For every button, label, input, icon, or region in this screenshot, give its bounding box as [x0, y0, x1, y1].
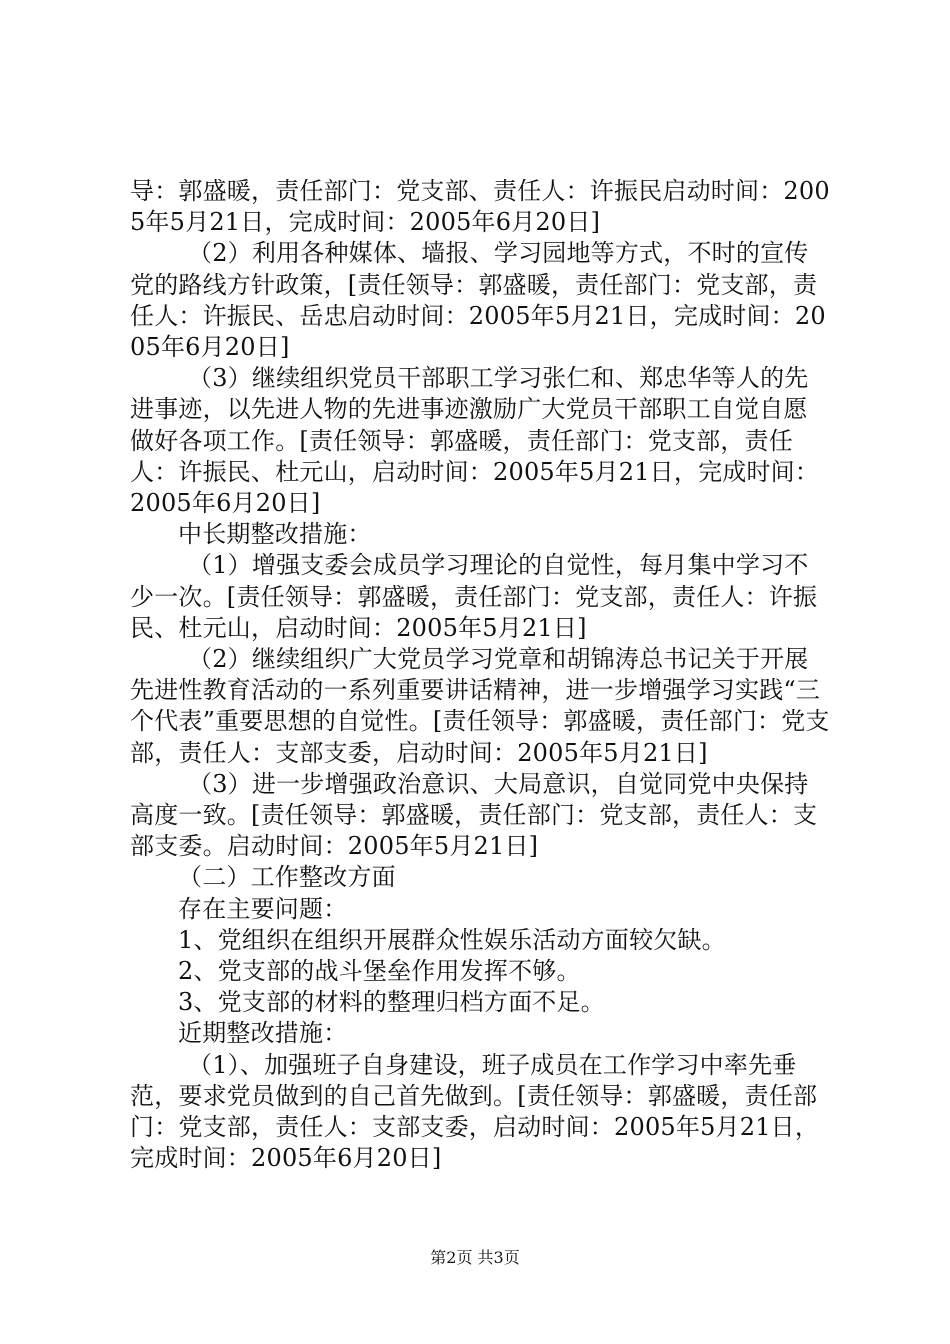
paragraph-long-term-2: （2）继续组织广大党员学习党章和胡锦涛总书记关于开展先进性教育活动的一系列重要讲话精神，进一步增强学习实践“三个代表”重要思想的自觉性。[责任领导：郭盛暖，责任部门：党支部，责任人：支部支委，启动时间：2005年5月21日]: [130, 645, 830, 767]
paragraph-measure-2: （2）利用各种媒体、墙报、学习园地等方式，不时的宣传党的路线方针政策，[责任领导：郭盛暖，责任部门：党支部，责任人：许振民、岳忠启动时间：2005年5月21日，完成时间：2005年6月20日]: [130, 239, 826, 362]
problem-item-2: 2、党支部的战斗堡垒作用发挥不够。: [178, 957, 581, 986]
page-footer: 第2页 共3页: [430, 1248, 520, 1267]
problem-item-1: 1、党组织在组织开展群众性娱乐活动方面较欠缺。: [178, 925, 726, 954]
paragraph-long-term-1: （1）增强支委会成员学习理论的自觉性，每月集中学习不少一次。[责任领导：郭盛暖，责任部门：党支部，责任人：许振民、杜元山，启动时间：2005年5月21日]: [130, 551, 818, 642]
paragraph-measure-3: （3）继续组织党员干部职工学习张仁和、郑忠华等人的先进事迹，以先进人物的先进事迹激励广大党员干部职工自觉自愿做好各项工作。[责任领导：郭盛暖，责任部门：党支部，责任人：许振民、杜元山，启动时间：2005年5月21日，完成时间：2005年6月20日]: [130, 364, 820, 518]
paragraph-long-term-3: （3）进一步增强政治意识、大局意识，自觉同党中央保持高度一致。[责任领导：郭盛暖，责任部门：党支部，责任人：支部支委。启动时间：2005年5月21日]: [130, 769, 818, 861]
section-heading-work: （二）工作整改方面: [178, 863, 396, 892]
document-body: [130, 176, 830, 1175]
subheading-problems: 存在主要问题：: [178, 894, 348, 923]
section-heading-long-term: 中长期整改措施：: [178, 520, 372, 549]
problem-item-3: 3、党支部的材料的整理归档方面不足。: [178, 988, 605, 1017]
paragraph-near-term-1: （1）、加强班子自身建设，班子成员在工作学习中率先垂范，要求党员做到的自己首先做到。[责任领导：郭盛暖，责任部门：党支部，责任人：支部支委，启动时间：2005年5月21日，完成时间：2005年6月20日]: [130, 1050, 820, 1173]
subheading-near-term: 近期整改措施：: [178, 1019, 348, 1048]
paragraph-continuation: 导：郭盛暖，责任部门：党支部、责任人：许振民启动时间：2005年5月21日，完成时间：2005年6月20日]: [130, 177, 830, 237]
